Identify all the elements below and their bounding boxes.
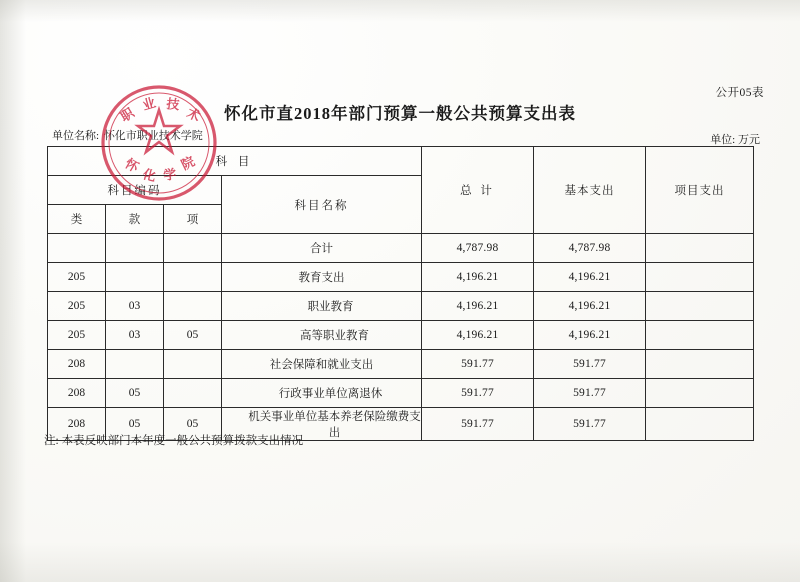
cell-subject-name: 行政事业单位离退休 xyxy=(222,379,422,408)
cell-project xyxy=(646,234,754,263)
cell-code-xiang: 05 xyxy=(164,321,222,350)
footnote-text: 本表反映部门本年度一般公共预算拨款支出情况 xyxy=(61,435,304,447)
cell-basic: 4,787.98 xyxy=(534,234,646,263)
form-id-label: 公开05表 xyxy=(715,87,764,99)
table-row xyxy=(48,321,754,350)
header-subject-name: 科目名称 xyxy=(222,176,422,234)
cell-subject-name: 教育支出 xyxy=(222,263,422,292)
svg-text:职: 职 xyxy=(117,104,137,125)
cell-subject-name: 合计 xyxy=(222,234,422,263)
cell-code-xiang xyxy=(164,234,222,263)
cell-code-kuan: 03 xyxy=(106,321,164,350)
cell-subject-name: 高等职业教育 xyxy=(222,321,422,350)
cell-code-kuan xyxy=(106,350,164,379)
cell-code-lei: 208 xyxy=(48,379,106,408)
table-row xyxy=(48,263,754,292)
cell-code-lei: 205 xyxy=(48,263,106,292)
cell-subject-name: 社会保障和就业支出 xyxy=(222,350,422,379)
cell-code-lei xyxy=(48,234,106,263)
header-subject-group: 科 目 xyxy=(48,147,422,176)
cell-code-lei: 208 xyxy=(48,408,106,441)
cell-basic: 591.77 xyxy=(534,350,646,379)
header-code-lei: 类 xyxy=(48,205,106,234)
cell-code-kuan: 03 xyxy=(106,292,164,321)
header-code-kuan: 款 xyxy=(106,205,164,234)
cell-total: 4,196.21 xyxy=(422,263,534,292)
footnote-label: 注: xyxy=(44,435,59,447)
cell-code-kuan xyxy=(106,263,164,292)
footnote xyxy=(44,432,303,448)
svg-text:怀: 怀 xyxy=(122,155,142,176)
cell-code-kuan: 05 xyxy=(106,408,164,441)
cell-code-lei: 208 xyxy=(48,350,106,379)
svg-text:学: 学 xyxy=(162,166,178,183)
svg-text:院: 院 xyxy=(178,153,198,173)
cell-subject-name: 机关事业单位基本养老保险缴费支出 xyxy=(222,408,422,441)
expenditure-table xyxy=(47,146,754,441)
cell-code-xiang: 05 xyxy=(164,408,222,441)
svg-text:业: 业 xyxy=(140,94,158,113)
cell-project xyxy=(646,408,754,441)
cell-code-xiang xyxy=(164,350,222,379)
cell-basic: 4,196.21 xyxy=(534,263,646,292)
cell-code-lei: 205 xyxy=(48,292,106,321)
cell-project xyxy=(646,321,754,350)
cell-total: 591.77 xyxy=(422,408,534,441)
cell-code-xiang xyxy=(164,379,222,408)
cell-code-lei: 205 xyxy=(48,321,106,350)
unit-name-value: 怀化市职业技术学院 xyxy=(103,130,203,142)
amount-unit-label: 单位: 万元 xyxy=(710,134,760,146)
cell-basic: 4,196.21 xyxy=(534,321,646,350)
cell-project xyxy=(646,263,754,292)
header-code-xiang: 项 xyxy=(164,205,222,234)
cell-basic: 591.77 xyxy=(534,408,646,441)
cell-total: 4,196.21 xyxy=(422,292,534,321)
cell-basic: 4,196.21 xyxy=(534,292,646,321)
header-project-expenditure: 项目支出 xyxy=(646,147,754,234)
page-title: 怀化市直2018年部门预算一般公共预算支出表 xyxy=(224,104,576,123)
cell-basic: 591.77 xyxy=(534,379,646,408)
cell-code-xiang xyxy=(164,263,222,292)
cell-project xyxy=(646,292,754,321)
svg-text:术: 术 xyxy=(184,105,203,125)
cell-project xyxy=(646,379,754,408)
header-code-group: 科目编码 xyxy=(48,176,222,205)
cell-code-xiang xyxy=(164,292,222,321)
cell-total: 591.77 xyxy=(422,350,534,379)
cell-code-kuan xyxy=(106,234,164,263)
cell-total: 4,787.98 xyxy=(422,234,534,263)
svg-text:技: 技 xyxy=(165,96,181,113)
header-basic-expenditure: 基本支出 xyxy=(534,147,646,234)
cell-subject-name: 职业教育 xyxy=(222,292,422,321)
unit-name-field xyxy=(52,127,205,143)
unit-name-label: 单位名称: xyxy=(52,130,100,142)
cell-project xyxy=(646,350,754,379)
table-row xyxy=(48,234,754,263)
cell-total: 4,196.21 xyxy=(422,321,534,350)
table-row xyxy=(48,379,754,408)
svg-text:化: 化 xyxy=(141,166,158,185)
table-row xyxy=(48,292,754,321)
table-row xyxy=(48,350,754,379)
cell-code-kuan: 05 xyxy=(106,379,164,408)
header-total: 总 计 xyxy=(422,147,534,234)
table-header-row-1 xyxy=(48,147,754,176)
cell-total: 591.77 xyxy=(422,379,534,408)
